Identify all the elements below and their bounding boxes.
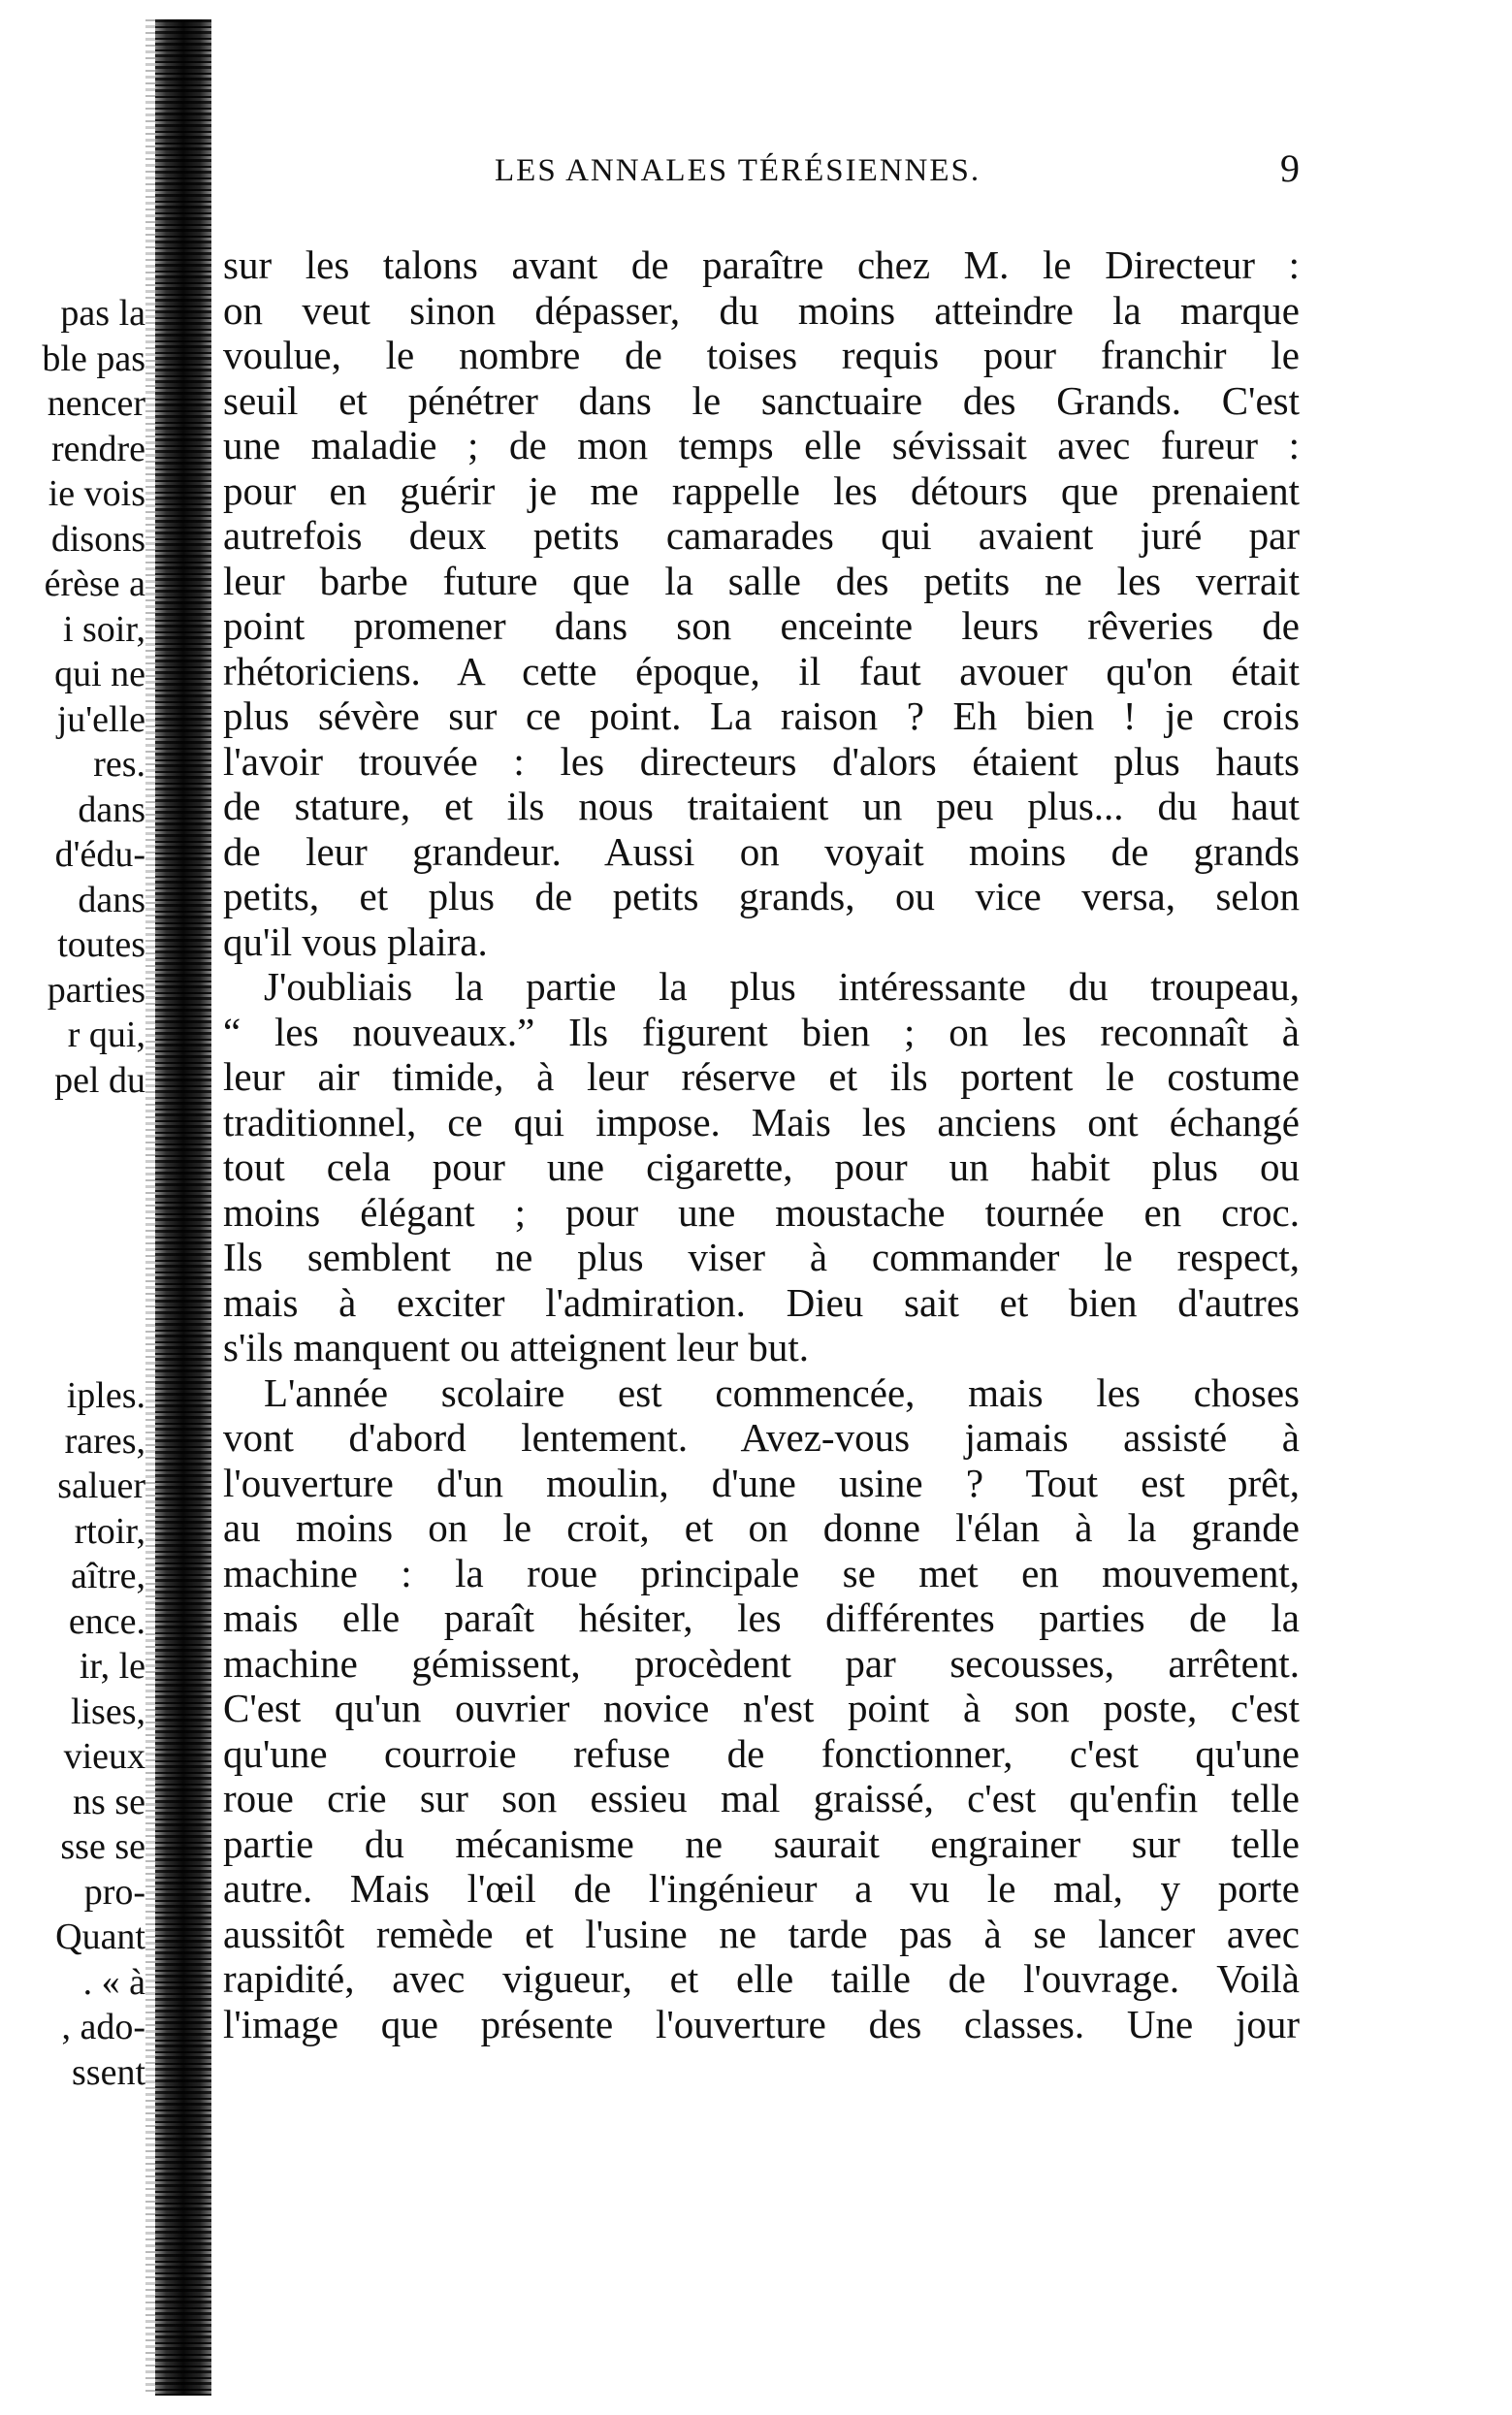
fragment-line: pel du [54, 1059, 145, 1101]
text-line: mais à exciter l'admiration. Dieu sait et bien d'autres [223, 1279, 1300, 1325]
text-line: tout cela pour une cigarette, pour un habit plus ou [223, 1144, 1300, 1189]
fragment-line: res. [93, 744, 145, 785]
text-line: leur barbe future que la salle des petits ne les verrait [223, 558, 1300, 603]
fragment-line: Quant [55, 1916, 145, 1957]
text-line: qu'une courroie refuse de fonctionner, c'est qu'une [223, 1730, 1300, 1776]
fragment-line [0, 1103, 145, 1148]
fragment-line: toutes [57, 924, 145, 965]
text-line: Ils semblent ne plus viser à commander le respect, [223, 1235, 1300, 1279]
text-line: on veut sinon dépasser, du moins atteindre la marque [223, 287, 1300, 333]
text-line: une maladie ; de mon temps elle sévissait avec fureur : [223, 423, 1300, 467]
fragment-line: parties [47, 969, 145, 1011]
text-line: au moins on le croit, et on donne l'élan à la grande [223, 1505, 1300, 1550]
text-line: l'avoir trouvée : les directeurs d'alors étaient plus hauts [223, 738, 1300, 784]
running-head [223, 146, 1300, 192]
fragment-line: ie vois [48, 473, 145, 514]
fragment-line: ns se [73, 1781, 145, 1822]
fragment-line: vieux [63, 1736, 145, 1777]
text-line: sur les talons avant de paraître chez M. le Directeur : [223, 242, 1300, 287]
fragment-line [0, 1193, 145, 1239]
book-binding-gutter [155, 19, 211, 2396]
text-line: petits, et plus de petits grands, ou vice versa, selon [223, 874, 1300, 918]
fragment-line: dans [78, 789, 145, 830]
text-line: rhétoriciens. A cette époque, il faut avouer qu'on était [223, 648, 1300, 693]
fragment-line: dans [78, 879, 145, 920]
fragment-line: lises, [70, 1690, 145, 1732]
fragment-line: r qui, [67, 1014, 145, 1055]
fragment-line [0, 1329, 145, 1374]
fragment-line: d'édu- [54, 834, 145, 875]
fragment-line: , ado- [61, 2007, 145, 2047]
text-line: autrefois deux petits camarades qui avaient juré par [223, 513, 1300, 558]
fragment-line: . « à [82, 1961, 145, 2003]
text-line: seuil et pénétrer dans le sanctuaire des Grands. C'est [223, 377, 1300, 423]
fragment-line: ju'elle [56, 698, 145, 740]
fragment-line: disons [50, 518, 145, 560]
text-line: moins élégant ; pour une moustache tournée en croc. [223, 1189, 1300, 1235]
fragment-line [0, 1283, 145, 1329]
fragment-line: iples. [66, 1375, 145, 1416]
text-line: rapidité, avec vigueur, et elle taille de l'ouvrage. Voilà [223, 1956, 1300, 2001]
fragment-line: nencer [47, 383, 145, 424]
paragraph-start-line: J'oubliais la partie la plus intéressante du troupeau, [264, 964, 1300, 1009]
text-line: autre. Mais l'œil de l'ingénieur a vu le mal, y porte [223, 1866, 1300, 1911]
fragment-line: rendre [50, 428, 145, 469]
text-line: voulue, le nombre de toises requis pour franchir le [223, 333, 1300, 377]
text-line: de stature, et ils nous traitaient un peu plus... du haut [223, 784, 1300, 828]
text-line: l'image que présente l'ouverture des classes. Une jour [223, 2001, 1300, 2046]
text-line: de leur grandeur. Aussi on voyait moins de grands [223, 828, 1300, 874]
fragment-line: qui ne [54, 654, 145, 694]
fragment-line: rtoir, [74, 1510, 145, 1552]
fragment-line: érèse a [44, 564, 145, 604]
text-line: traditionnel, ce qui impose. Mais les anciens ont échangé [223, 1099, 1300, 1144]
fragment-line: ble pas [42, 338, 145, 379]
text-line: qu'il vous plaira. [223, 918, 488, 964]
fragment-line [0, 1239, 145, 1284]
fragment-line: ir, le [79, 1646, 145, 1687]
page-number: 9 [1280, 146, 1300, 190]
fragment-line [0, 1148, 145, 1194]
fragment-line: ence. [68, 1600, 145, 1642]
text-line: pour en guérir je me rappelle les détours que prenaient [223, 467, 1300, 513]
text-line: “ les nouveaux.” Ils figurent bien ; on les reconnaît à [223, 1009, 1300, 1054]
fragment-line: rares, [64, 1420, 145, 1462]
fragment-line: sse se [60, 1826, 145, 1867]
facing-page-fragment [0, 291, 145, 2095]
text-line: partie du mécanisme ne saurait engrainer sur telle [223, 1820, 1300, 1866]
text-line: plus sévère sur ce point. La raison ? Eh bien ! je crois [223, 693, 1300, 738]
running-title: LES ANNALES TÉRÉSIENNES. [495, 153, 981, 188]
paragraph-start-line: L'année scolaire est commencée, mais les choses [264, 1369, 1300, 1415]
text-line: vont d'abord lentement. Avez-vous jamais assisté à [223, 1415, 1300, 1460]
text-line: l'ouverture d'un moulin, d'une usine ? Tout est prêt, [223, 1460, 1300, 1505]
fragment-line: ssent [72, 2051, 145, 2093]
fragment-line: pas la [60, 293, 145, 334]
text-line: mais elle paraît hésiter, les différentes parties de la [223, 1595, 1300, 1640]
text-line: leur air timide, à leur réserve et ils portent le costume [223, 1054, 1300, 1099]
body-text [223, 242, 1300, 2046]
fragment-line: i soir, [62, 608, 145, 650]
text-line: aussitôt remède et l'usine ne tarde pas à se lancer avec [223, 1911, 1300, 1956]
text-line: s'ils manquent ou atteignent leur but. [223, 1325, 810, 1369]
fragment-line: saluer [57, 1465, 145, 1506]
text-line: point promener dans son enceinte leurs rêveries de [223, 603, 1300, 648]
text-line: C'est qu'un ouvrier novice n'est point à son poste, c'est [223, 1686, 1300, 1730]
text-line: machine gémissent, procèdent par secousses, arrêtent. [223, 1640, 1300, 1686]
text-line: machine : la roue principale se met en mouvement, [223, 1550, 1300, 1595]
fragment-line: pro- [83, 1871, 145, 1913]
fragment-line: aître, [70, 1556, 145, 1596]
text-line: roue crie sur son essieu mal graissé, c'est qu'enfin telle [223, 1776, 1300, 1820]
